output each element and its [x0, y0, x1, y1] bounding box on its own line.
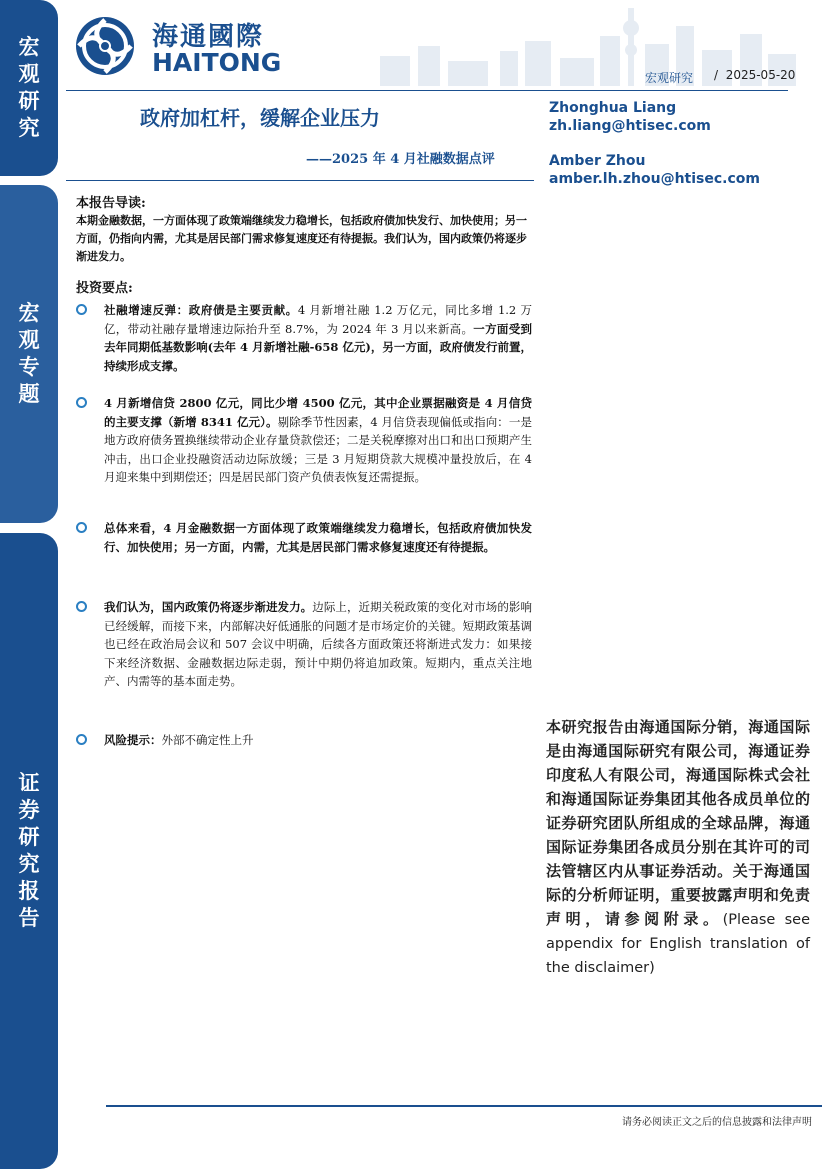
- key-point-5: [76, 731, 532, 750]
- point-text: 剔除季节性因素，4 月信贷表现偏低或指向：一是地方政府债务置换继续带动企业存量贷款偿还；二是关税摩擦对出口和出口预期产生冲击，出口企业投融资活动边际放缓；三是 3 月短期贷款大规模冲量投放后，在 4 月迎来集中到期偿还；四是居民部门资产负债表恢复还需提振。: [104, 414, 532, 484]
- haitong-emblem-icon: [72, 14, 142, 78]
- circle-bullet-icon: [76, 304, 87, 315]
- sidebar-tab-securities-report: [0, 533, 58, 1169]
- haitong-logo: [72, 14, 282, 78]
- distribution-disclaimer: [546, 715, 810, 979]
- report-subtitle: ——2025 年 4 月社融数据点评: [306, 152, 495, 167]
- key-point-1: [76, 301, 532, 375]
- sidebar-tab-label: 宏观研究: [18, 35, 40, 140]
- report-date-value: 2025-05-20: [725, 68, 796, 82]
- point-text: 4 月新增社融 1.2 万亿元，同比多增 1.2 万亿，带动社融存量增速边际抬升至 8.7%，为 2024 年 3 月以来新高。: [104, 303, 533, 336]
- logo-text-en: HAITONG: [152, 48, 282, 77]
- author-name: Zhonghua Liang: [549, 100, 677, 116]
- header-divider: [66, 90, 788, 91]
- author-email[interactable]: zh.liang@htisec.com: [549, 118, 711, 134]
- report-type-label: 宏观研究: [645, 71, 694, 85]
- footer-legal-note: 请务必阅读正文之后的信息披露和法律声明: [622, 1117, 812, 1128]
- report-date: [714, 68, 795, 82]
- author-email[interactable]: amber.lh.zhou@htisec.com: [549, 171, 760, 187]
- footer-divider: [106, 1105, 822, 1107]
- key-point-4: [76, 598, 532, 691]
- disclaimer-text-cn: 本研究报告由海通国际分销，海通国际是由海通国际研究有限公司，海通证券印度私人有限公司，海通国际株式会社和海通国际证券集团其他各成员单位的证券研究团队所组成的全球品牌，海通国际证券集团各成员分别在其许可的司法管辖区内从事证券活动。关于海通国际的分析师证明，重要披露声明和免责声明，请参阅附录。: [546, 718, 810, 928]
- author-entry: [549, 99, 760, 135]
- circle-bullet-icon: [76, 734, 87, 745]
- author-name: Amber Zhou: [549, 153, 646, 169]
- point-bold-text: 风险提示：: [104, 733, 162, 747]
- point-bold-text: 总体来看，4 月金融数据一方面体现了政策端继续发力稳增长，包括政府债加快发行、加快使用；另一方面，内需，尤其是居民部门需求修复速度还有待提振。: [104, 521, 532, 554]
- key-point-3: [76, 519, 532, 556]
- author-entry: [549, 152, 760, 188]
- sidebar-tab-macro-research: [0, 0, 58, 176]
- sidebar-tab-macro-topic: [0, 185, 58, 523]
- disclaimer-text-en: (Please see appendix for English translation of the disclaimer): [546, 912, 810, 976]
- logo-text-cn: 海通國際: [152, 22, 265, 52]
- circle-bullet-icon: [76, 397, 87, 408]
- header-separator: /: [714, 68, 719, 82]
- sidebar-tab-label: 证券研究报告: [18, 771, 40, 930]
- key-points-heading: 投资要点:: [76, 281, 133, 296]
- point-text: 边际上，近期关税政策的变化对市场的影响已经缓解，而接下来，内部解决好低通胀的问题才是市场定价的关键。短期政策基调也已经在政治局会议和 507 会议中明确，后续各方面政策还将渐进式发力：如果接下来经济数据、金融数据边际走弱，预计中期仍将追加政策。短期内，重点关注地产、内需等的基本面走势。: [104, 600, 532, 688]
- report-title: 政府加杠杆，缓解企业压力: [140, 106, 380, 130]
- author-list: [549, 99, 760, 205]
- circle-bullet-icon: [76, 522, 87, 533]
- point-bold-text: 我们认为，国内政策仍将逐步渐进发力。: [104, 600, 313, 614]
- point-bold-text: 一方面受到去年同期低基数影响(去年 4 月新增社融-658 亿元)，另一方面，政府债发行前置，持续形成支撑。: [104, 321, 533, 373]
- circle-bullet-icon: [76, 601, 87, 612]
- guide-heading: 本报告导读:: [76, 196, 146, 211]
- point-bold-text: 社融增速反弹：政府债是主要贡献。: [104, 303, 298, 317]
- title-divider: [66, 180, 534, 181]
- sidebar-tab-label: 宏观专题: [18, 301, 40, 406]
- guide-text: 本期金融数据，一方面体现了政策端继续发力稳增长，包括政府债加快发行、加快使用；另一方面，仍指向内需，尤其是居民部门需求修复速度还有待提振。我们认为，国内政策仍将逐步渐进发力。: [76, 214, 527, 263]
- key-point-2: [76, 394, 532, 487]
- point-bold-text: 4 月新增信贷 2800 亿元，同比少增 4500 亿元，其中企业票据融资是 4 月信贷的主要支撑（新增 8341 亿元）。: [104, 396, 532, 429]
- point-text: 外部不确定性上升: [161, 733, 254, 747]
